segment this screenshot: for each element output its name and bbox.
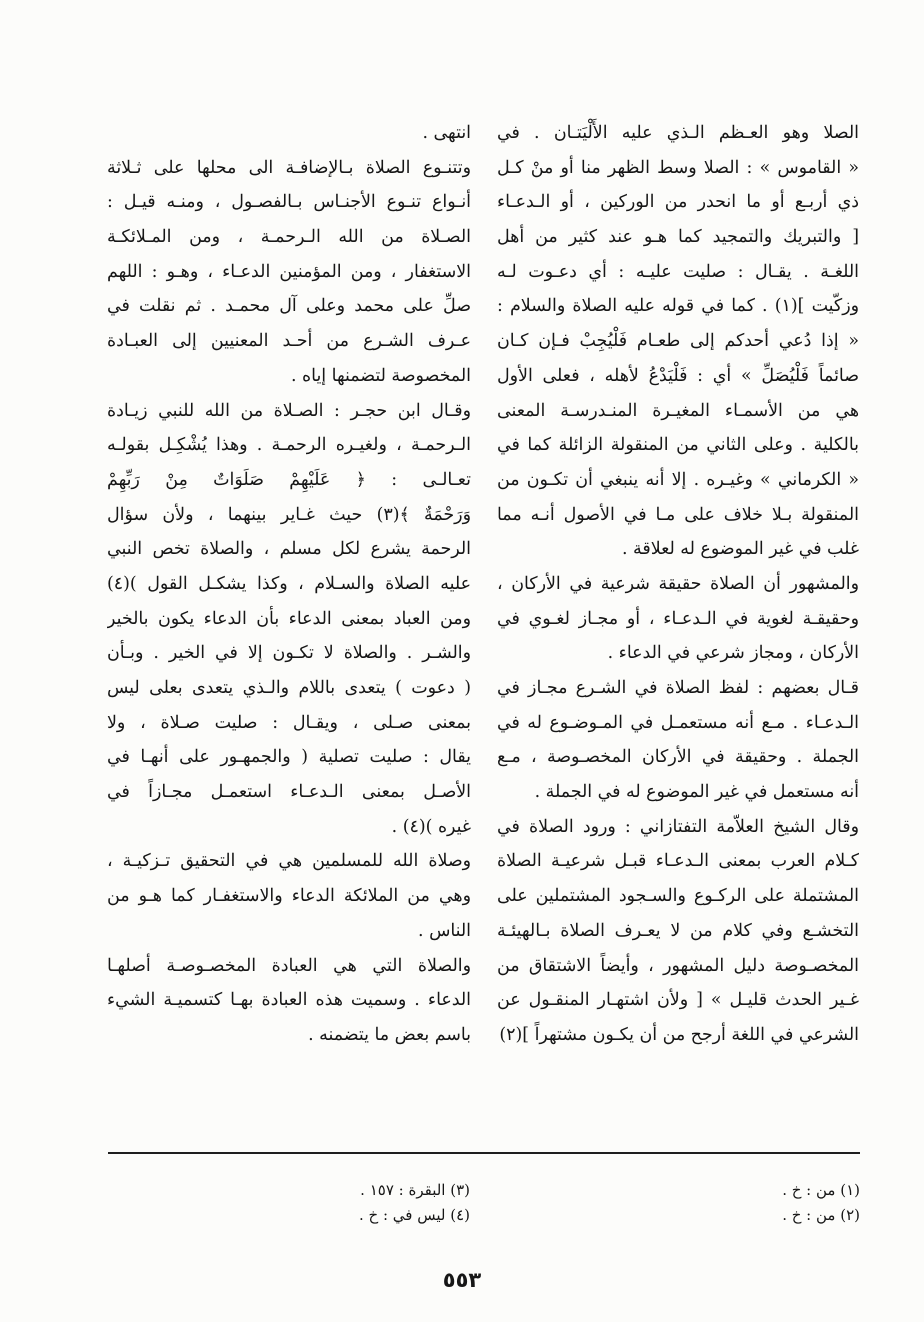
text-line: الأصـل بمعنى الـدعـاء استعمـل مجـازاً في [107,782,471,803]
text-line: بالكلية . وعلى الثاني من المنقولة الزائلة كما في [497,435,859,456]
text-line: الناس . [418,920,471,941]
text-line: كـلام العرب بمعنى الـدعـاء قبـل شرعيـة الصلاة [497,851,859,872]
text-line: ذي أربـع أو ما انحدر من الوركين ، أو الـدعـاء [497,192,859,213]
text-line: عـرف الشـرع من أحـد المعنيين إلى العبـادة [107,331,471,352]
text-line: الأركان ، ومجاز شرعي في الدعاء . [607,643,859,664]
text-line: الرحمة يشرع لكل مسلم ، والصلاة تخص النبي [107,539,471,560]
footnote-separator [108,1152,860,1154]
text-line: وتتنـوع الصلاة بـالإضافـة الى محلها على ثـلاثة [107,157,471,178]
page-number: ٥٥٣ [442,1268,482,1292]
text-line: الدعاء . وسميت هذه العبادة بهـا كتسميـة الشيء [107,990,471,1011]
text-line: والمشهور أن الصلاة حقيقة شرعية في الأركان ، [497,573,859,594]
text-line: [ والتبريك والتمجيد كما هـو عند كثير من أهل [497,227,859,248]
footnote: (٣) البقرة : ١٥٧ . [360,1181,470,1199]
text-line: الاستغفار ، ومن المؤمنين الدعـاء ، وهـو : اللهم [107,261,471,282]
text-line: « القاموس » : الصلا وسط الظهر منا أو منْ كـل [497,157,859,178]
text-line: أنه مستعمل في غير الموضوع له في الجملة . [534,782,859,803]
text-line: « الكرماني » وغيـره . إلا أنه ينبغي أن تكـون من [497,469,859,490]
left-text-column [107,116,471,1053]
text-line: وزكّيت ](١) . كما في قوله عليه الصلاة والسلام : [497,296,859,317]
text-line: وقـال ابن حجـر : الصـلاة من الله للنبي زيـادة [107,400,471,421]
text-line: اللغـة . يقـال : صليت عليـه : أي دعـوت لـه [497,261,859,282]
right-text-column [497,116,859,1053]
text-line: وحقيقـة لغوية في الـدعـاء ، أو مجـاز لغـوي في [497,608,859,629]
text-line: الـرحمـة ، ولغيـره الرحمـة . وهذا يُشْكِـل بقولـه [107,435,471,456]
text-line: عليه الصلاة والسـلام ، وكذا يشكـل القول )(٤) [107,573,471,594]
text-line: المخصـوصة دليل المشهور ، وأيضاً الاشتقاق من [497,955,859,976]
text-line: انتهى . [422,123,471,143]
text-line: المنقولة بـلا خلاف على مـا في الأصول أنـه مما [497,504,859,525]
text-line: أنـواع تنـوع الأجنـاس بـالفصـول ، ومنـه قيـل : [107,192,471,213]
text-line: يقال : صليت تصلية ( والجمهـور على أنهـا في [107,747,471,768]
text-line: باسم بعض ما يتضمنه . [308,1024,471,1045]
footnotes-right [620,1178,860,1228]
text-line: قـال بعضهم : لفظ الصلاة في الشـرع مجـاز في [497,678,859,698]
text-line: غلب في غير الموضوع له لعلاقة . [622,539,859,560]
text-line: المشتملة على الركـوع والسـجود المشتملين على [497,886,859,907]
text-line: غيره )(٤) . [391,816,471,837]
text-line: الجملة . وحقيقة في الأركان المخصـوصة ، مـع [497,747,859,768]
text-line: ومن العباد بمعنى الدعاء بأن الدعاء يكون بالخير [107,608,471,629]
text-line: الصلا وهو العـظم الـذي عليه الأَلْيَتـان . في [497,123,859,143]
text-line: والصلاة التي هي العبادة المخصـوصـة أصلهـا [107,955,471,976]
text-line: وهي من الملائكة الدعاء والاستغفـار كما هـو من [107,886,471,907]
text-line: بمعنى صـلى ، ويقـال : صليت صـلاة ، ولا [107,712,471,733]
text-line: غـير الحدث قليـل » [ ولأن اشتهـار المنقـول عن [497,990,859,1011]
text-line: التخشـع وفي كلام من لا يعـرف الصلاة بـالهيئـة [497,920,859,941]
text-line: الـدعـاء . مـع أنه مستعمـل في المـوضـوع له في [497,712,859,733]
footnote: (٢) من : خ . [782,1206,860,1224]
text-line: المخصوصة لتضمنها إياه . [290,365,471,386]
text-line: « إذا دُعي أحدكم إلى طعـام فَلْيُجِبْ فـإن كـان [497,331,859,352]
text-line: الشرعي في اللغة أرجح من أن يكـون مشتهراً ](٢) [499,1024,859,1045]
footnote: (١) من : خ . [782,1181,860,1199]
text-line: تعـالـى : ﴿ عَلَيْهِمْ صَلَوَاتٌ مِنْ رَبِّهِمْ [107,469,471,490]
text-line: ( دعوت ) يتعدى باللام والـذي يتعدى بعلى ليس [107,678,471,698]
text-line: وقال الشيخ العلاّمة التفتازاني : ورود الصلاة في [497,816,859,837]
footnote: (٤) ليس في : خ . [358,1206,470,1224]
text-line: وَرَحْمَةٌ ﴾(٣) حيث غـاير بينهما ، ولأن سؤال [107,504,471,525]
text-line: والشـر . والصلاة لا تكـون إلا في الخير . وبـأن [107,643,471,664]
text-line: صائماً فَلْيُصَلِّ » أي : فَلْيَدْعُ لأهله ، فعلى الأول [497,365,859,386]
text-line: وصلاة الله للمسلمين هي في التحقيق تـزكيـة ، [107,851,471,872]
text-line: الصـلاة من الله الـرحمـة ، ومن المـلائكـة [107,227,471,248]
text-line: هي من الأسمـاء المغيـرة المنـدرسـة المعنى [497,400,859,421]
footnotes-left [230,1178,470,1228]
text-line: صلِّ على محمد وعلى آل محمـد . ثم نقلت في [107,296,471,317]
